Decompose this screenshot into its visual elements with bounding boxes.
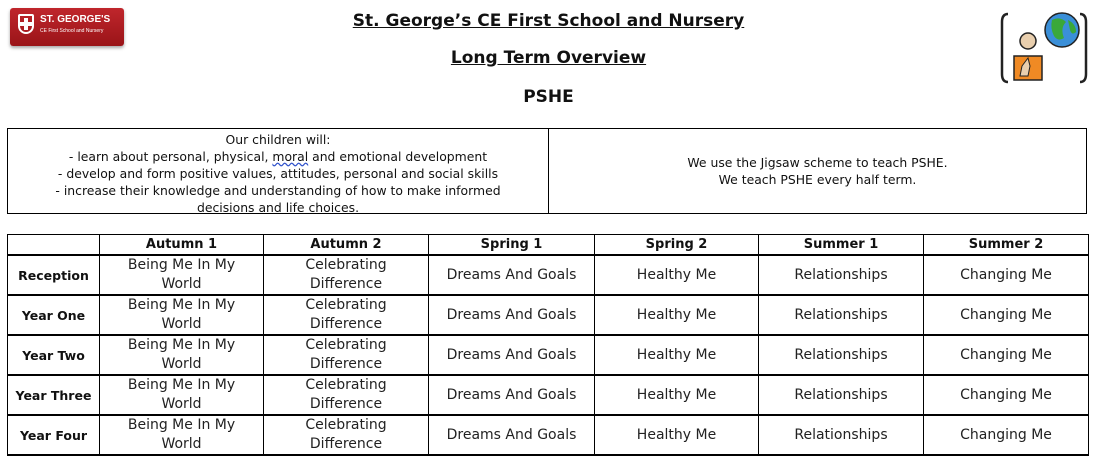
scheme-line-2: We teach PSHE every half term.	[718, 172, 917, 187]
table-cell: Healthy Me	[595, 295, 759, 335]
column-header: Summer 2	[924, 235, 1089, 256]
table-cell: Being Me In My World	[100, 255, 264, 295]
table-cell: Changing Me	[924, 375, 1089, 415]
aim-1-rest: and emotional development	[308, 149, 488, 164]
table-row	[8, 335, 1089, 375]
aim-1	[8, 148, 548, 165]
table-row	[8, 375, 1089, 415]
column-header	[8, 235, 100, 256]
table-cell: Being Me In My World	[100, 295, 264, 335]
table-cell: Healthy Me	[595, 335, 759, 375]
table-cell: Being Me In My World	[100, 415, 264, 455]
table-cell: Relationships	[759, 415, 924, 455]
aim-2: - develop and form positive values, attitudes, personal and social skills	[57, 166, 499, 181]
column-header: Spring 1	[429, 235, 595, 256]
person-globe-icon	[1000, 8, 1088, 88]
table-cell: Relationships	[759, 295, 924, 335]
column-header: Summer 1	[759, 235, 924, 256]
table-cell: Celebrating Difference	[264, 335, 429, 375]
table-row	[8, 295, 1089, 335]
subject-heading: PSHE	[523, 87, 574, 107]
logo-subtitle: CE First School and Nursery	[40, 28, 104, 34]
table-cell: Dreams And Goals	[429, 295, 595, 335]
header-row	[8, 235, 1089, 256]
scheme-line-1: We use the Jigsaw scheme to teach PSHE.	[687, 155, 948, 170]
table-cell: Changing Me	[924, 415, 1089, 455]
column-header: Autumn 2	[264, 235, 429, 256]
row-header: Reception	[8, 255, 100, 295]
table-cell: Changing Me	[924, 295, 1089, 335]
overview-table	[7, 234, 1089, 456]
table-cell: Celebrating Difference	[264, 415, 429, 455]
table-row	[8, 415, 1089, 455]
aim-1-part: - learn about personal, physical,	[68, 149, 273, 164]
page-title: St. George’s CE First School and Nursery	[352, 11, 745, 31]
table-cell: Healthy Me	[595, 255, 759, 295]
table-row	[8, 255, 1089, 295]
aims-heading: Our children will:	[225, 132, 331, 147]
table-cell: Dreams And Goals	[429, 375, 595, 415]
row-header: Year Three	[8, 375, 100, 415]
aim-3: - increase their knowledge and understanding of how to make informed decisions and life choices.	[55, 183, 501, 215]
scheme-text	[549, 129, 1086, 213]
row-header: Year One	[8, 295, 100, 335]
table-cell: Dreams And Goals	[429, 335, 595, 375]
aim-1-word: moral	[272, 149, 309, 164]
table-cell: Relationships	[759, 335, 924, 375]
column-header: Spring 2	[595, 235, 759, 256]
aims-text	[8, 129, 549, 213]
table-cell: Healthy Me	[595, 415, 759, 455]
column-header: Autumn 1	[100, 235, 264, 256]
table-cell: Celebrating Difference	[264, 255, 429, 295]
intro-box	[7, 128, 1087, 214]
table-cell: Changing Me	[924, 255, 1089, 295]
table-cell: Changing Me	[924, 335, 1089, 375]
row-header: Year Four	[8, 415, 100, 455]
page-subtitle: Long Term Overview	[450, 48, 647, 68]
table-cell: Celebrating Difference	[264, 375, 429, 415]
table-cell: Relationships	[759, 375, 924, 415]
logo-name: ST. GEORGE'S	[40, 14, 111, 25]
table-cell: Being Me In My World	[100, 375, 264, 415]
row-header: Year Two	[8, 335, 100, 375]
table-cell: Celebrating Difference	[264, 295, 429, 335]
table-cell: Healthy Me	[595, 375, 759, 415]
table-cell: Dreams And Goals	[429, 255, 595, 295]
table-cell: Dreams And Goals	[429, 415, 595, 455]
table-cell: Being Me In My World	[100, 335, 264, 375]
table-cell: Relationships	[759, 255, 924, 295]
